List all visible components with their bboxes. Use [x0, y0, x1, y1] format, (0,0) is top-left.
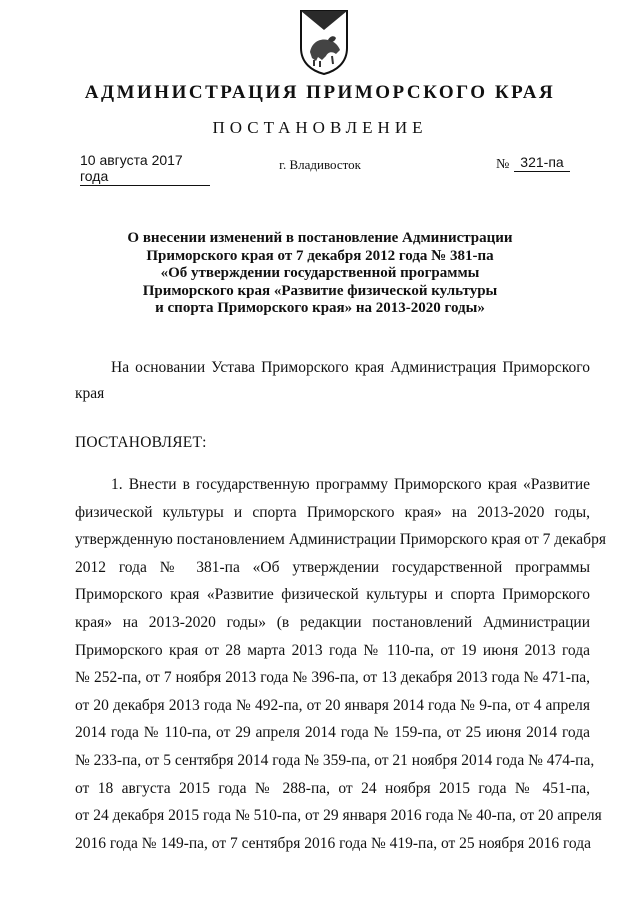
paragraph-line: 2014 года № 110-па, от 29 апреля 2014 года № 159-па, от 25 июня 2014 года — [75, 724, 590, 742]
basis-line: На основании Устава Приморского края Администрация Приморского — [111, 359, 590, 376]
document-type: ПОСТАНОВЛЕНИЕ — [212, 118, 428, 137]
paragraph-line: от 20 декабря 2013 года № 492-па, от 20 января 2014 года № 9-па, от 4 апреля — [75, 696, 590, 714]
basis-line: края — [75, 385, 105, 402]
resolves-heading: ПОСТАНОВЛЯЕТ: — [75, 434, 207, 451]
paragraph-line: Приморского края от 28 марта 2013 года № 110-па, от 19 июня 2013 года — [75, 641, 590, 659]
paragraph-line: физической культуры и спорта Приморского края» на 2013-2020 годы, — [75, 503, 590, 521]
paragraph-line: 2016 года № 149-па, от 7 сентября 2016 года № 419-па, от 25 ноября 2016 года — [75, 834, 591, 852]
subject-line: О внесении изменений в постановление Администрации — [127, 230, 513, 246]
paragraph-line: № 233-па, от 5 сентября 2014 года № 359-па, от 21 ноября 2014 года № 474-па, — [75, 751, 595, 769]
paragraph-line: Приморского края «Развитие физической культуры и спорта Приморского — [75, 586, 590, 604]
paragraph-1 — [75, 476, 606, 862]
paragraph-line: от 24 декабря 2015 года № 510-па, от 29 января 2016 года № 40-па, от 20 апреля — [75, 807, 602, 825]
subject-line: и спорта Приморского края» на 2013-2020 годы» — [155, 300, 485, 316]
paragraph-line: 1. Внести в государственную программу Приморского края «Развитие — [111, 476, 590, 493]
subject-line: «Об утверждении государственной программы — [160, 265, 480, 281]
document-number: 321-па — [514, 154, 570, 172]
document-date: 10 августа 2017 года — [80, 152, 210, 186]
paragraph-line: утвержденную постановлением Администрации Приморского края от 7 декабря — [75, 531, 606, 549]
paragraph-line: от 18 августа 2015 года № 288-па, от 24 ноября 2015 года № 451-па, — [75, 779, 590, 797]
subject-line: Приморского края «Развитие физической культуры — [142, 282, 498, 299]
organization-title: АДМИНИСТРАЦИЯ ПРИМОРСКОГО КРАЯ — [84, 82, 556, 103]
document-subject — [0, 230, 640, 318]
document-city: г. Владивосток — [279, 157, 361, 172]
paragraph-line: края» на 2013-2020 годы» (в редакции постановлений Администрации — [75, 613, 590, 631]
paragraph-line: № 252-па, от 7 ноября 2013 года № 396-па, от 13 декабря 2013 года № 471-па, — [75, 669, 590, 687]
number-sign: № — [496, 157, 510, 172]
paragraph-line: 2012 года № 381-па «Об утверждении государственной программы — [75, 558, 590, 576]
subject-line: Приморского края от 7 декабря 2012 года № 381-па — [146, 247, 494, 264]
primorsky-krai-coat-of-arms-icon — [298, 8, 350, 76]
